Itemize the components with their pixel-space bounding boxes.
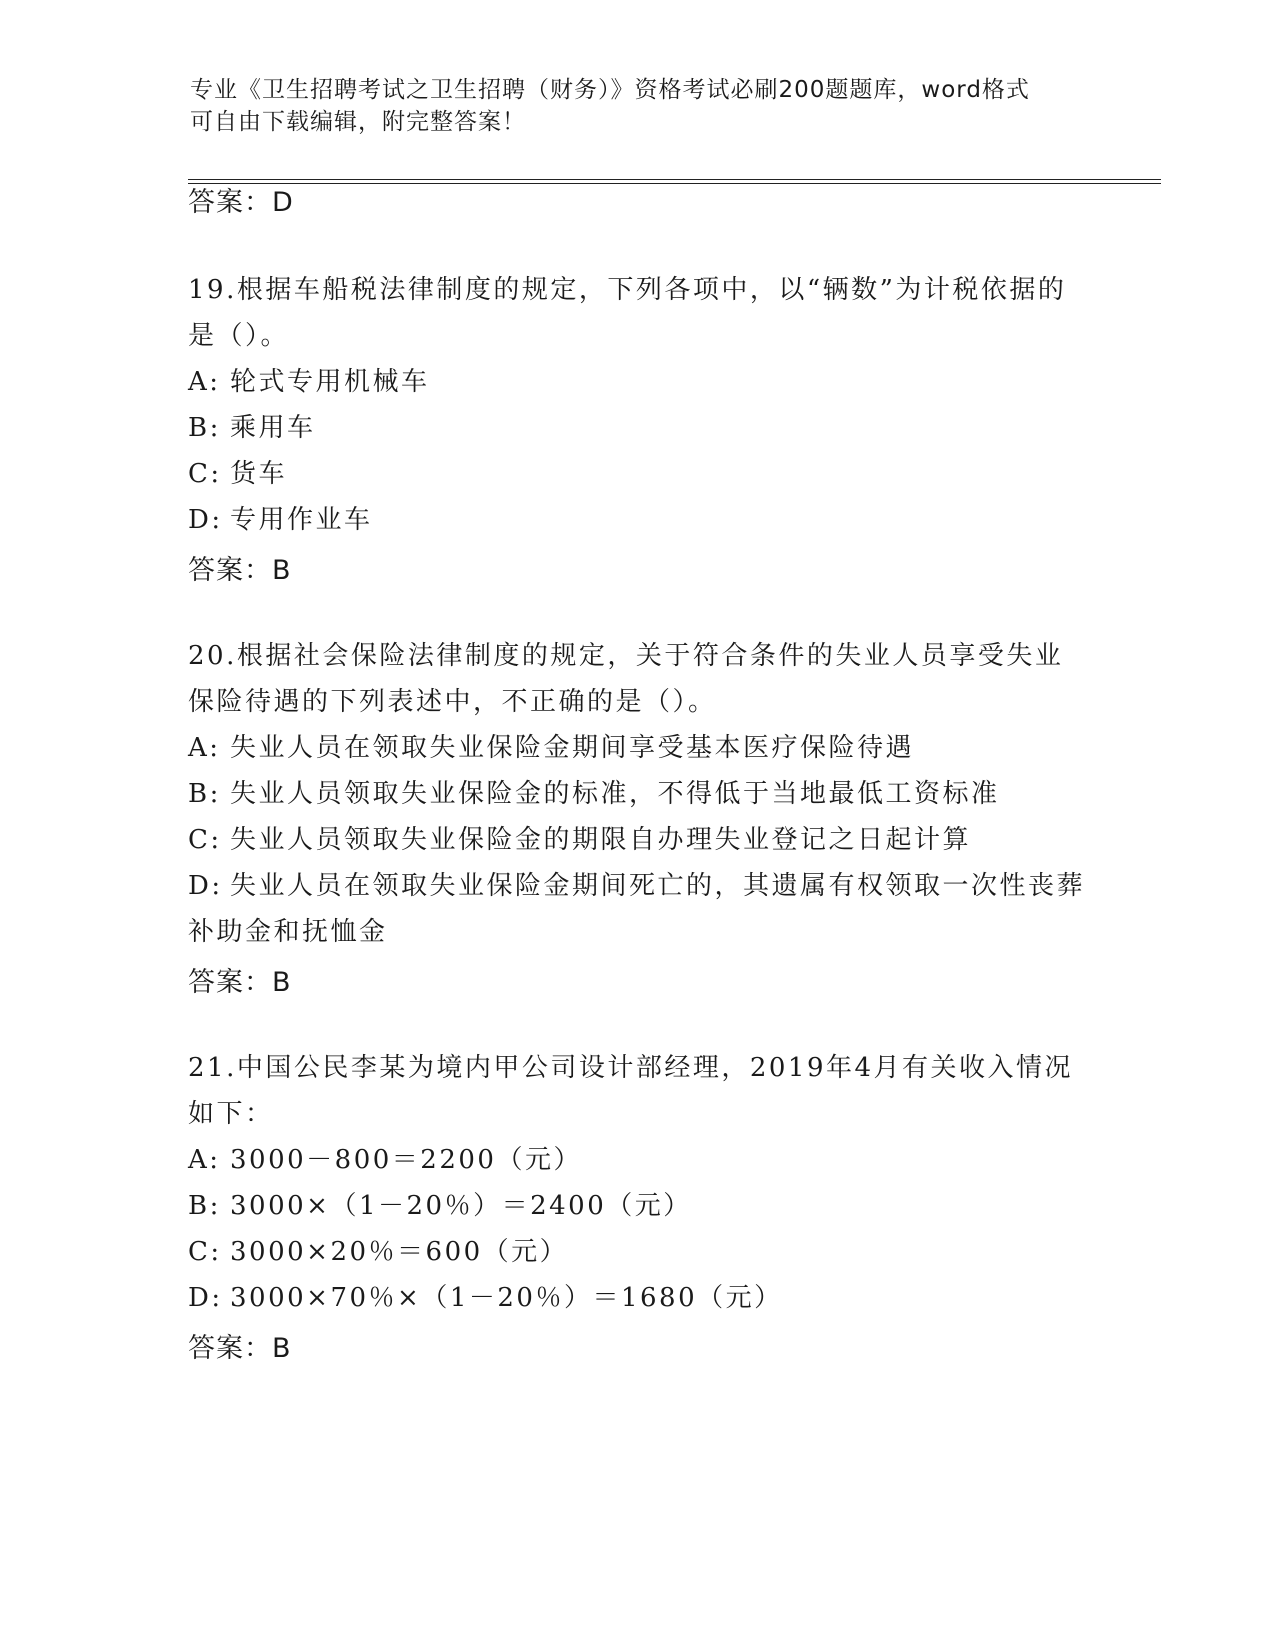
- question-20: [188, 633, 1088, 955]
- option-letter: A:: [188, 367, 221, 397]
- option-text: 3000×（1－20％）＝2400（元）: [230, 1191, 692, 1221]
- option-text: 失业人员领取失业保险金的标准，不得低于当地最低工资标准: [230, 779, 1000, 809]
- option-letter: C:: [188, 1237, 222, 1267]
- option-d: [188, 1275, 1088, 1321]
- option-letter: A:: [188, 733, 221, 763]
- option-c: [188, 1229, 1088, 1275]
- option-letter: B:: [188, 779, 221, 809]
- question-stem: 19.根据车船税法律制度的规定，下列各项中，以“辆数”为计税依据的是（）。: [188, 275, 1067, 351]
- option-a: [188, 725, 1088, 771]
- option-c: [188, 817, 1088, 863]
- question-21: [188, 1045, 1088, 1321]
- option-letter: C:: [188, 459, 222, 489]
- option-text: 失业人员领取失业保险金的期限自办理失业登记之日起计算: [230, 825, 972, 855]
- option-a: [188, 359, 1088, 405]
- option-text: 3000×70％×（1－20％）＝1680（元）: [230, 1283, 783, 1313]
- header-divider: [188, 179, 1161, 184]
- option-a: [188, 1137, 1088, 1183]
- option-text: 轮式专用机械车: [230, 367, 430, 397]
- option-letter: D:: [188, 871, 223, 901]
- question-stem: 21.中国公民李某为境内甲公司设计部经理，2019年4月有关收入情况如下：: [188, 1053, 1074, 1129]
- answer-21: 答案：B: [188, 1333, 292, 1364]
- option-text: 专用作业车: [230, 505, 373, 535]
- option-c: [188, 451, 1088, 497]
- option-letter: B:: [188, 413, 221, 443]
- option-letter: D:: [188, 1283, 223, 1313]
- question-19: [188, 267, 1088, 543]
- option-letter: D:: [188, 505, 223, 535]
- question-stem: 20.根据社会保险法律制度的规定，关于符合条件的失业人员享受失业保险待遇的下列表述中，不正确的是（）。: [188, 641, 1064, 717]
- option-d: [188, 863, 1088, 955]
- header-title-line-1: 专业《卫生招聘考试之卫生招聘（财务）》资格考试必刷200题题库，word格式: [190, 77, 1030, 103]
- option-b: [188, 771, 1088, 817]
- option-letter: C:: [188, 825, 222, 855]
- option-text: 3000－800＝2200（元）: [230, 1145, 582, 1175]
- option-d: [188, 497, 1088, 543]
- answer-18: 答案：D: [188, 187, 294, 218]
- header-title-line-2: 可自由下载编辑，附完整答案！: [190, 109, 526, 135]
- document-header: [190, 74, 1090, 138]
- option-letter: A:: [188, 1145, 221, 1175]
- option-text: 货车: [230, 459, 288, 489]
- option-b: [188, 1183, 1088, 1229]
- option-text: 乘用车: [230, 413, 316, 443]
- answer-20: 答案：B: [188, 967, 292, 998]
- option-b: [188, 405, 1088, 451]
- option-text: 失业人员在领取失业保险金期间死亡的，其遗属有权领取一次性丧葬补助金和抚恤金: [188, 871, 1086, 947]
- option-text: 失业人员在领取失业保险金期间享受基本医疗保险待遇: [230, 733, 915, 763]
- answer-19: 答案：B: [188, 555, 292, 586]
- option-text: 3000×20％＝600（元）: [230, 1237, 569, 1267]
- option-letter: B:: [188, 1191, 221, 1221]
